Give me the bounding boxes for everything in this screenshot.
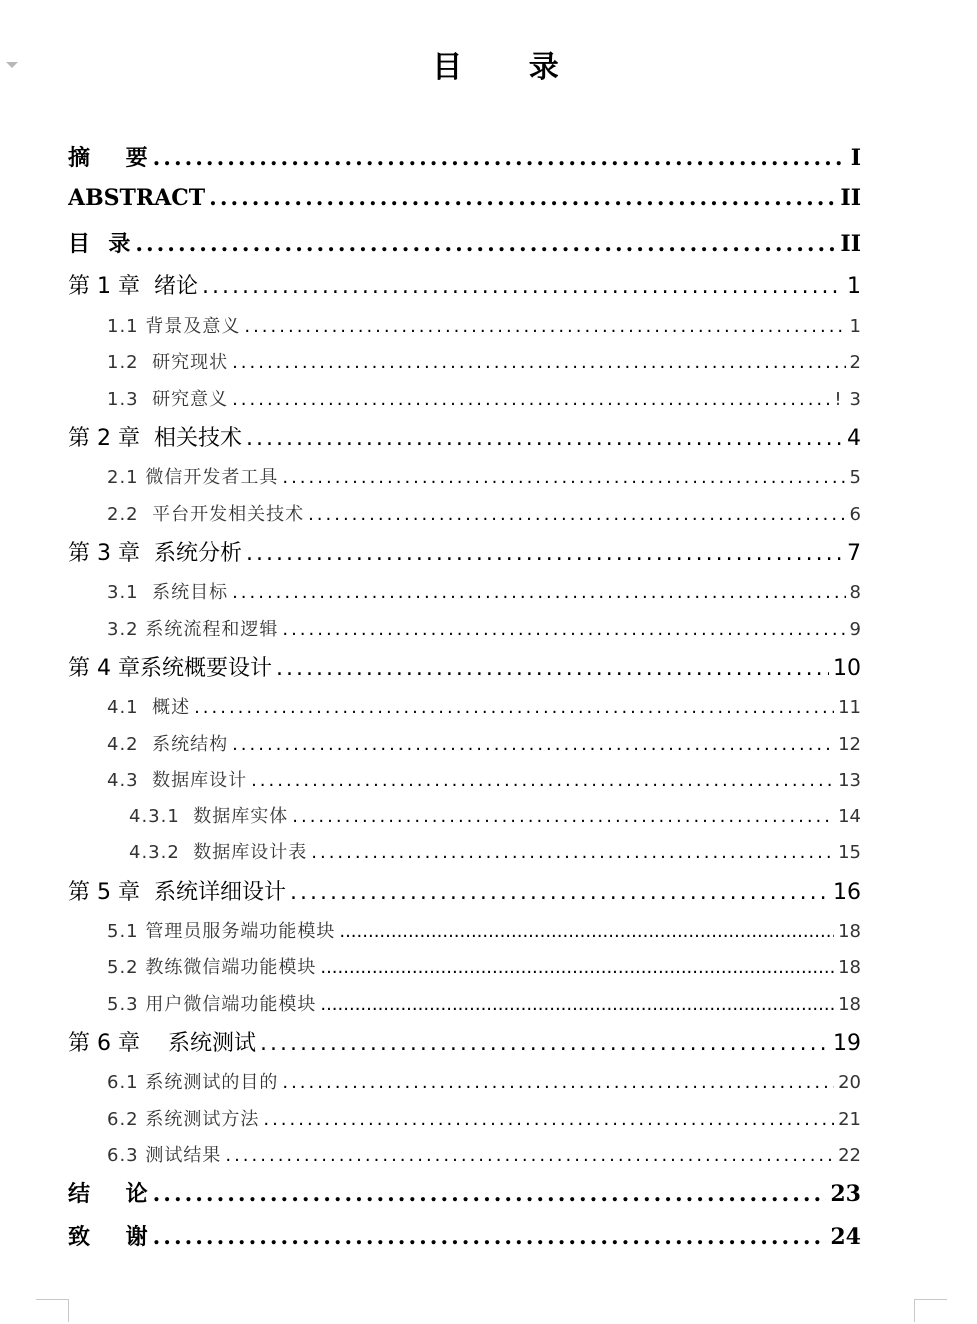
- toc-label: 第 1 章 绪论: [68, 274, 198, 299]
- toc-page-number: 20: [838, 1072, 861, 1093]
- dot-leader: [232, 389, 830, 410]
- toc-label: 第 6 章 系统测试: [68, 1031, 256, 1056]
- dot-leader: [232, 352, 845, 373]
- toc-page-number: 12: [838, 734, 861, 755]
- toc-label: 3.2 系统流程和逻辑: [107, 619, 279, 640]
- toc-page-number: 19: [833, 1031, 861, 1056]
- toc-entry-section-6-2[interactable]: [107, 1105, 861, 1131]
- dot-leader: [209, 185, 836, 211]
- toc-page-number: 8: [849, 582, 861, 603]
- toc-page-number: 24: [830, 1224, 861, 1250]
- toc-page-number: 16: [833, 880, 861, 905]
- toc-page-number: 10: [833, 656, 861, 681]
- dot-leader: [232, 582, 845, 603]
- toc-entry-acknowledgements[interactable]: [68, 1220, 861, 1251]
- dot-leader: [244, 316, 845, 337]
- dot-leader: [260, 1031, 829, 1056]
- toc-entry-section-2-2[interactable]: [107, 500, 861, 526]
- toc-page-number: 2: [849, 352, 861, 373]
- dot-leader: [308, 504, 845, 525]
- toc-label: 1.1 背景及意义: [107, 316, 241, 337]
- toc-entry-section-4-1[interactable]: [107, 693, 861, 719]
- dot-leader: [282, 1072, 834, 1093]
- toc-label: 1.2 研究现状: [107, 352, 229, 373]
- toc-label: 1.3 研究意义: [107, 389, 229, 410]
- toc-entry-section-1-3[interactable]: [107, 385, 861, 411]
- page-corner-mark-left: [36, 1299, 69, 1322]
- toc-label: 3.1 系统目标: [107, 582, 229, 603]
- toc-page-number: 1: [849, 316, 861, 337]
- dot-leader: [153, 145, 847, 171]
- toc-entry-section-5-1[interactable]: [107, 917, 861, 943]
- toc-page-number: 13: [838, 770, 861, 791]
- toc-label: 6.1 系统测试的目的: [107, 1072, 279, 1093]
- toc-label: 目 录: [68, 231, 132, 257]
- dot-leader: [135, 231, 836, 257]
- dot-leader: [202, 274, 843, 299]
- dot-leader: [292, 806, 834, 827]
- dot-leader: [311, 842, 834, 863]
- dot-leader: [246, 541, 843, 566]
- toc-entry-chapter-2[interactable]: [68, 421, 861, 452]
- dot-leader: [276, 656, 829, 681]
- toc-label: 4.2 系统结构: [107, 734, 229, 755]
- toc-label: 4.3.2 数据库设计表: [129, 842, 308, 863]
- toc-label: 第 4 章系统概要设计: [68, 656, 272, 681]
- toc-label: 结 论: [68, 1181, 149, 1207]
- toc-label: 摘 要: [68, 145, 149, 171]
- dot-leader: [339, 921, 834, 942]
- toc-label: 5.3 用户微信端功能模块: [107, 994, 317, 1015]
- toc-entry-section-6-3[interactable]: [107, 1141, 861, 1167]
- toc-entry-section-4-2[interactable]: [107, 730, 861, 756]
- toc-page-number: 6: [849, 504, 861, 525]
- toc-page-number: 23: [830, 1181, 861, 1207]
- toc-entry-section-4-3[interactable]: [107, 766, 861, 792]
- toc-page-number: 15: [838, 842, 861, 863]
- toc-entry-section-3-1[interactable]: [107, 578, 861, 604]
- toc-label: 4.3.1 数据库实体: [129, 806, 289, 827]
- toc-label: 4.1 概述: [107, 697, 191, 718]
- dot-leader: [251, 770, 834, 791]
- toc-entry-section-1-1[interactable]: [107, 312, 861, 338]
- toc-label: 第 3 章 系统分析: [68, 541, 242, 566]
- dot-leader: [282, 619, 845, 640]
- toc-page-number: 18: [838, 921, 861, 942]
- toc-label: 4.3 数据库设计: [107, 770, 248, 791]
- toc-label: 致 谢: [68, 1224, 149, 1250]
- dot-leader: [320, 957, 834, 978]
- field-error-marker: !: [834, 389, 842, 410]
- toc-page-number: 14: [838, 806, 861, 827]
- toc-page-number: 3: [849, 389, 861, 410]
- toc-label: 6.2 系统测试方法: [107, 1109, 260, 1130]
- dot-leader: [194, 697, 834, 718]
- toc-entry-section-6-1[interactable]: [107, 1068, 861, 1094]
- toc-entry-chapter-3[interactable]: [68, 536, 861, 567]
- toc-page-number: 11: [838, 697, 861, 718]
- dot-leader: [290, 880, 829, 905]
- toc-page-number: I: [850, 145, 861, 171]
- dot-leader: [263, 1109, 834, 1130]
- toc-page-number: 5: [849, 467, 861, 488]
- toc-entry-section-4-3-2[interactable]: [129, 838, 861, 864]
- toc-page-number: 7: [847, 541, 861, 566]
- toc-label: 6.3 测试结果: [107, 1145, 222, 1166]
- toc-page-number: 21: [838, 1109, 861, 1130]
- toc-label: 第 2 章 相关技术: [68, 426, 242, 451]
- dot-leader: [232, 734, 834, 755]
- dot-leader: [246, 426, 843, 451]
- toc-entry-chapter-6[interactable]: [68, 1026, 861, 1057]
- toc-label: 5.2 教练微信端功能模块: [107, 957, 317, 978]
- toc-entry-section-1-2[interactable]: [107, 348, 861, 374]
- toc-page-number: 9: [849, 619, 861, 640]
- toc-label: ABSTRACT: [68, 185, 206, 211]
- toc-page-number: 22: [838, 1145, 861, 1166]
- toc-label: 2.1 微信开发者工具: [107, 467, 279, 488]
- toc-entry-conclusion[interactable]: [68, 1177, 861, 1208]
- toc-entry-abstract-cn[interactable]: [68, 141, 861, 172]
- toc-page-number: 18: [838, 957, 861, 978]
- toc-page-number: 4: [847, 426, 861, 451]
- toc-entry-section-5-2[interactable]: [107, 953, 861, 979]
- toc-entry-section-3-2[interactable]: [107, 615, 861, 641]
- page-title: 目 录: [432, 50, 587, 85]
- toc-label: 2.2 平台开发相关技术: [107, 504, 305, 525]
- toc-entry-section-5-3[interactable]: [107, 990, 861, 1016]
- toc-entry-chapter-4[interactable]: [68, 651, 861, 682]
- dot-leader: [320, 994, 834, 1015]
- toc-entry-section-2-1[interactable]: [107, 463, 861, 489]
- dot-leader: [225, 1145, 834, 1166]
- toc-entry-chapter-5[interactable]: [68, 875, 861, 906]
- toc-page-number: II: [840, 231, 861, 257]
- toc-page-number: II: [840, 185, 861, 211]
- toc-label: 5.1 管理员服务端功能模块: [107, 921, 336, 942]
- toc-entry-chapter-1[interactable]: [68, 269, 861, 300]
- toc-page-number: 18: [838, 994, 861, 1015]
- dot-leader: [282, 467, 845, 488]
- dot-leader: [153, 1224, 827, 1250]
- toc-entry-contents[interactable]: [68, 227, 861, 258]
- dot-leader: [153, 1181, 827, 1207]
- toc-label: 第 5 章 系统详细设计: [68, 880, 286, 905]
- toc-entry-abstract-en[interactable]: [68, 185, 861, 211]
- page-corner-mark-right: [914, 1299, 947, 1322]
- toc-entry-section-4-3-1[interactable]: [129, 802, 861, 828]
- toc-page-number: 1: [847, 274, 861, 299]
